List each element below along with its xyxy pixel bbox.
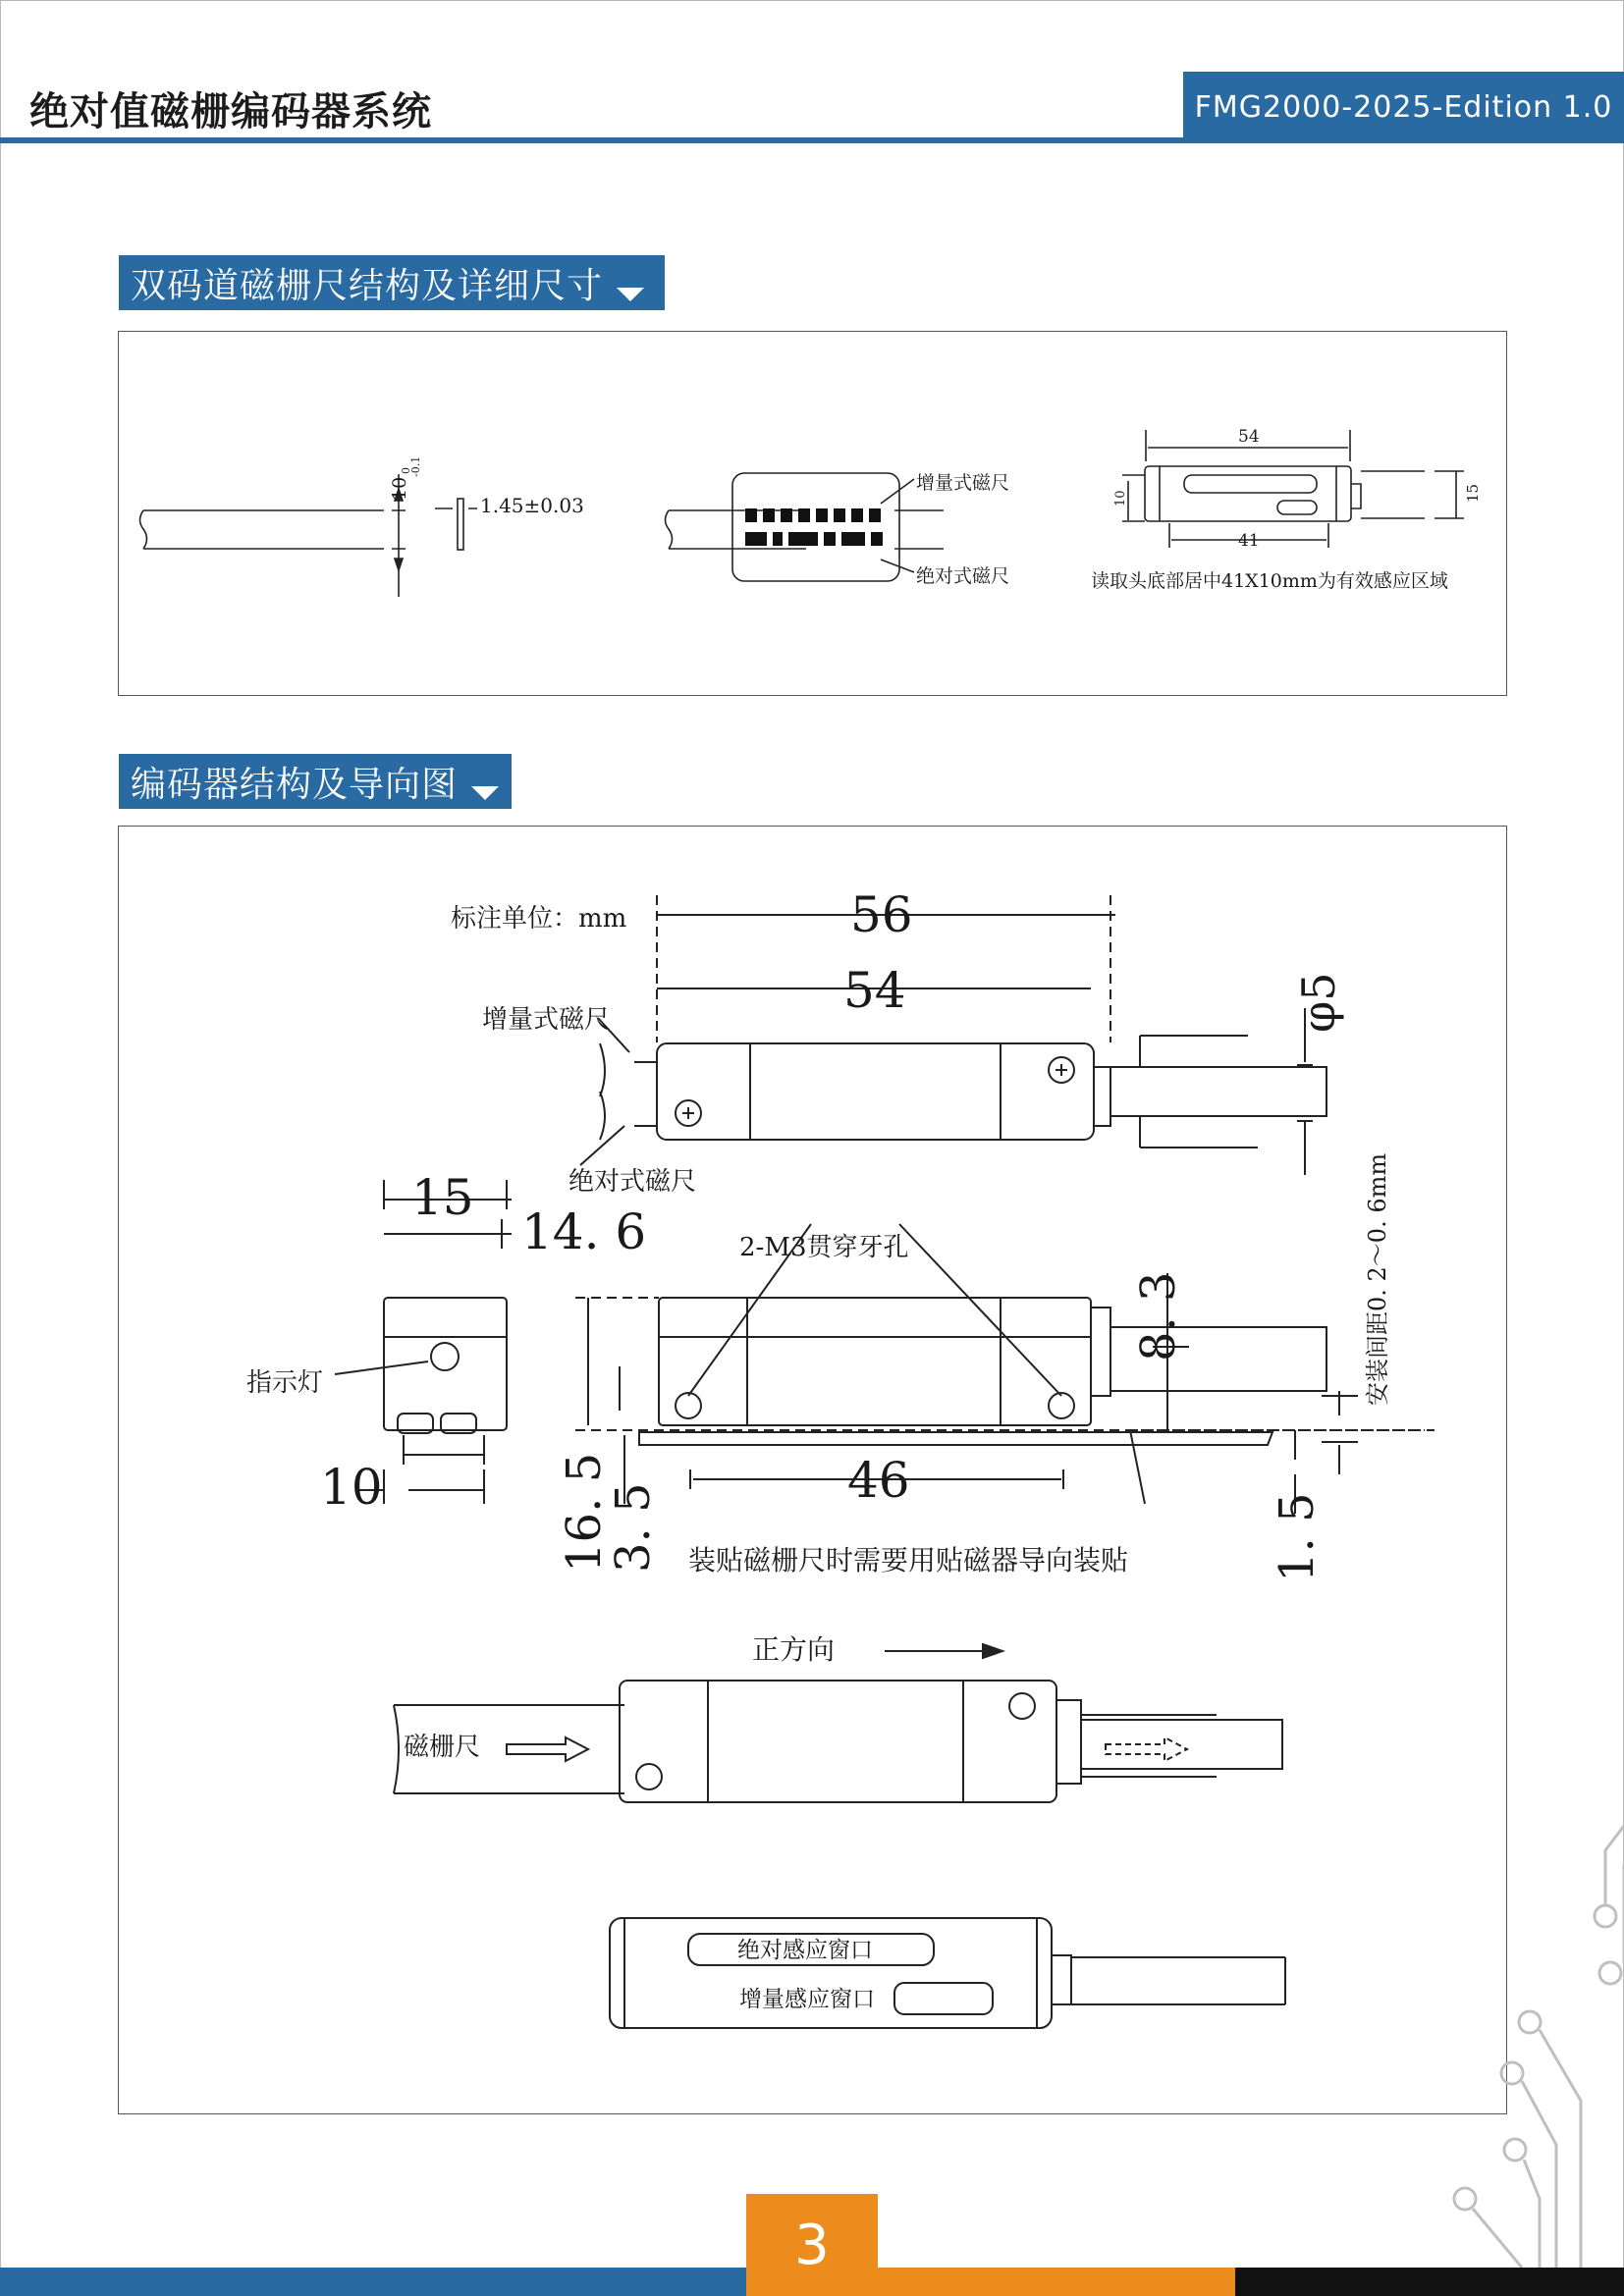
incremental-scale-label: 增量式磁尺 [916,472,1010,494]
width-14-6-label: 14. 6 [521,1203,647,1260]
height-3-5-label: 3. 5 [606,1482,661,1573]
head-length-54-label: 54 [1238,427,1260,447]
scale-dimensions-panel [118,331,1507,696]
scale-width-tol-upper: 0 [400,467,412,474]
absolute-scale-label: 绝对式磁尺 [568,1167,697,1197]
base-width-10-label: 10 [320,1459,383,1516]
head-height-10-label: 10 [1113,490,1128,507]
footer-black-bar [1235,2268,1624,2296]
head-width-15-label: 15 [1464,483,1482,503]
unit-label: 标注单位：mm [451,904,627,934]
section2-heading-text: 编码器结构及导向图 [131,764,459,805]
scale-dimensions-drawing [119,332,1508,697]
edition-badge: FMG2000-2025-Edition 1.0 [1183,72,1624,143]
overall-length-56-label: 56 [850,886,913,943]
section1-heading-text: 双码道磁栅尺结构及详细尺寸 [131,265,604,306]
cable-diameter-label: φ5 [1292,972,1345,1033]
scale-width-label: 10 [389,476,410,501]
offset-1-5-label: 1. 5 [1270,1492,1325,1582]
indicator-label: 指示灯 [246,1368,324,1398]
height-16-5-label: 16. 5 [557,1452,612,1573]
mounting-note: 装贴磁栅尺时需要用贴磁器导向装贴 [688,1544,1129,1576]
magnetic-scale-label: 磁栅尺 [404,1733,481,1762]
hole-spacing-46-label: 46 [847,1452,910,1509]
encoder-structure-drawing [119,827,1508,2115]
scale-thickness-label: 1.45±0.03 [480,494,584,517]
sensing-area-note: 读取头底部居中41X10mm为有效感应区域 [1091,570,1448,592]
width-15-label: 15 [411,1169,474,1226]
circuit-decoration [1443,1806,1624,2268]
height-8-3-label: 8. 3 [1131,1271,1186,1362]
direction-label: 正方向 [752,1633,836,1666]
page-number: 3 [746,2194,878,2296]
triangle-down-icon [471,786,499,800]
install-gap-label: 安装间距0. 2～0. 6mm [1364,1152,1391,1406]
encoder-structure-panel [118,826,1507,2114]
section1-heading [119,255,665,310]
absolute-window-label: 绝对感应窗口 [737,1938,873,1963]
mounting-hole-note: 2-M3贯穿牙孔 [739,1233,909,1262]
document-title: 绝对值磁栅编码器系统 [29,89,432,134]
body-length-54-label: 54 [843,962,906,1019]
scale-width-tol-lower: -0.1 [409,455,422,477]
footer-blue-bar [0,2268,746,2296]
incremental-window-label: 增量感应窗口 [739,1987,875,2012]
triangle-down-icon [617,288,644,301]
sensing-length-41-label: 41 [1238,531,1260,551]
section2-heading [119,754,512,809]
absolute-scale-label: 绝对式磁尺 [916,565,1010,587]
incremental-scale-label: 增量式磁尺 [482,1005,611,1035]
